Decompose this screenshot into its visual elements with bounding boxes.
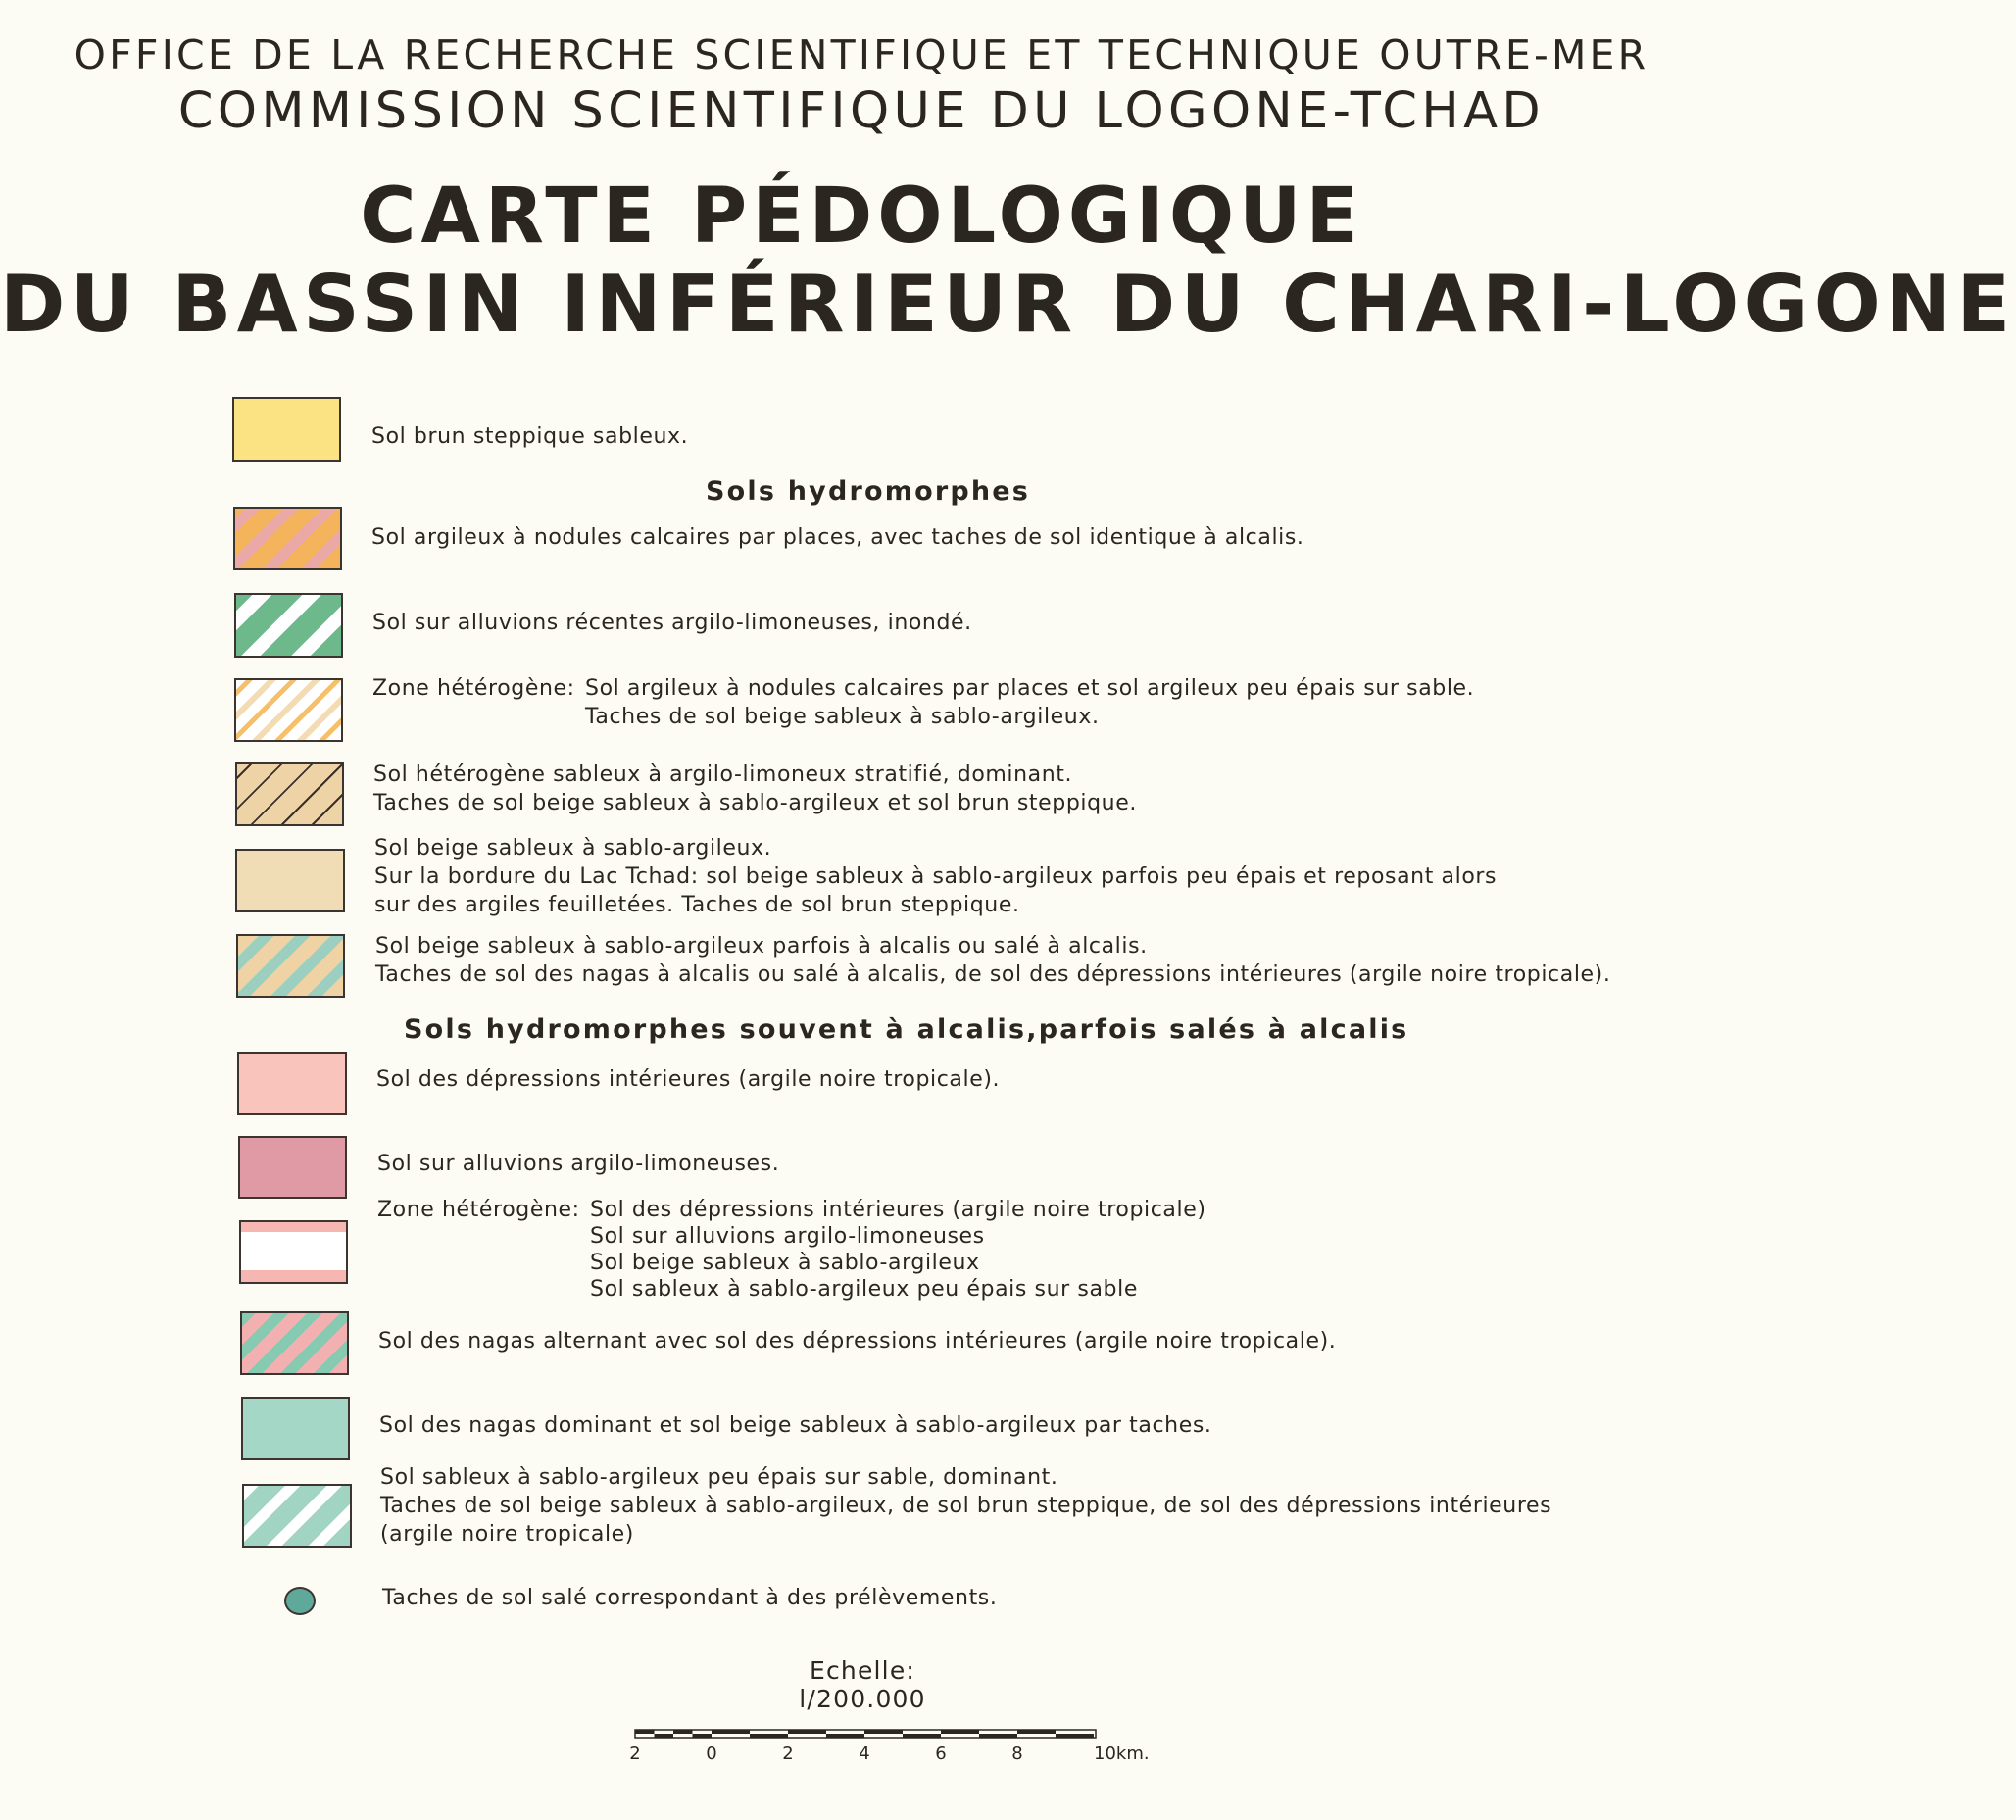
scale-tick-label: 2	[782, 1744, 794, 1764]
scale-segment	[788, 1730, 826, 1734]
swatch-heterogene-sableux	[235, 762, 344, 826]
legend-text-sol-sale: Taches de sol salé correspondant à des prélèvements.	[382, 1586, 998, 1610]
legend-text-sableux-peu-epais: Sol sableux à sablo-argileux peu épais sur sable, dominant. Taches de sol beige sableux à sablo-argileux, de sol brun steppique, de sol des dépressions intérieures (argile noire tropicale)	[380, 1465, 1552, 1547]
scale-tick-label: 2	[629, 1744, 641, 1764]
scale-tick-label: 4	[859, 1744, 870, 1764]
scale-subsegment	[655, 1734, 674, 1738]
commission-heading: COMMISSION SCIENTIFIQUE DU LOGONE-TCHAD	[177, 82, 1546, 140]
scale-subsegment	[673, 1730, 693, 1734]
scale-segment	[1017, 1730, 1056, 1734]
scale-label: Echelle: l/200.000	[799, 1656, 926, 1713]
scale-segment	[826, 1734, 864, 1738]
scale-segment	[750, 1734, 788, 1738]
section-heading-alcalis: Sols hydromorphes souvent à alcalis,parfois salés à alcalis	[404, 1014, 1409, 1045]
swatch-sableux-peu-epais	[242, 1484, 352, 1548]
legend-text-nagas-dominant: Sol des nagas dominant et sol beige sableux à sablo-argileux par taches.	[379, 1413, 1212, 1438]
scale-tick-label: 10km.	[1094, 1744, 1150, 1764]
swatch-nagas-dominant	[241, 1397, 350, 1460]
scale-subsegment	[693, 1734, 713, 1738]
office-heading: OFFICE DE LA RECHERCHE SCIENTIFIQUE ET TECHNIQUE OUTRE-MER	[74, 31, 1649, 78]
swatch-beige-sableux	[235, 849, 345, 912]
swatch-zone-heterogene-2	[239, 1220, 348, 1284]
scale-tick-label: 6	[935, 1744, 947, 1764]
legend-text-alluvions-recentes: Sol sur alluvions récentes argilo-limoneuses, inondé.	[372, 611, 972, 635]
swatch-alluvions-recentes	[234, 593, 343, 658]
legend-text-nagas-alternant: Sol des nagas alternant avec sol des dépressions intérieures (argile noire tropicale).	[378, 1329, 1337, 1353]
scale-bar	[627, 1725, 1156, 1774]
scale-subsegment	[635, 1730, 655, 1734]
scale-segment	[1056, 1734, 1094, 1738]
legend-text-depressions: Sol des dépressions intérieures (argile noire tropicale).	[376, 1067, 1001, 1092]
swatch-zone-heterogene-1	[234, 678, 343, 742]
legend-text-heterogene-sableux: Sol hétérogène sableux à argilo-limoneux stratifié, dominant. Taches de sol beige sableux à sablo-argileux et sol brun steppique.	[373, 762, 1137, 815]
section-heading-hydromorphes: Sols hydromorphes	[706, 476, 1031, 507]
scale-bar-tick-labels	[629, 1744, 1149, 1764]
legend-text-argileux-nodules: Sol argileux à nodules calcaires par places, avec taches de sol identique à alcalis.	[371, 525, 1304, 550]
legend-text-beige-sableux: Sol beige sableux à sablo-argileux. Sur la bordure du Lac Tchad: sol beige sableux à sablo-argileux parfois peu épais et reposant alors sur des argiles feuilletées. Taches de sol brun steppique.	[374, 836, 1498, 917]
swatch-depressions	[237, 1052, 347, 1115]
scale-segment	[941, 1730, 979, 1734]
swatch-nagas-alternant	[240, 1311, 349, 1375]
legend-text-beige-alcalis: Sol beige sableux à sablo-argileux parfois à alcalis ou salé à alcalis. Taches de sol des nagas à alcalis ou salé à alcalis, de sol des dépressions intérieures (argile noire tropicale).	[375, 934, 1611, 987]
scale-tick-label: 8	[1011, 1744, 1023, 1764]
scale-segment	[712, 1730, 750, 1734]
swatch-alluvions	[238, 1136, 347, 1199]
swatch-beige-alcalis	[236, 934, 345, 998]
scale-segment	[979, 1734, 1017, 1738]
salt-spot-symbol	[284, 1587, 316, 1615]
legend-text-sol-brun: Sol brun steppique sableux.	[371, 424, 689, 449]
map-title-line2: DU BASSIN INFÉRIEUR DU CHARI-LOGONE	[0, 259, 2016, 350]
swatch-argileux-nodules	[233, 507, 342, 570]
legend-text-zone-heterogene-1: Zone hétérogène: Sol argileux à nodules calcaires par places et sol argileux peu épais sur sable. Taches de sol beige sableux à sablo-argileux.	[372, 676, 1475, 729]
legend-text-alluvions: Sol sur alluvions argilo-limoneuses.	[377, 1152, 780, 1176]
map-title-line1: CARTE PÉDOLOGIQUE	[360, 172, 1363, 261]
swatch-sol-brun-steppique	[232, 397, 341, 462]
scale-tick-label: 0	[706, 1744, 717, 1764]
scale-segment	[864, 1730, 903, 1734]
scale-segment	[903, 1734, 941, 1738]
legend-text-zone-heterogene-2: Zone hétérogène: Sol des dépressions intérieures (argile noire tropicale) Sol sur alluvions argilo-limoneuses Sol beige sableux à sablo-argileux Sol sableux à sablo-argileux peu épais sur sable	[377, 1198, 1206, 1302]
